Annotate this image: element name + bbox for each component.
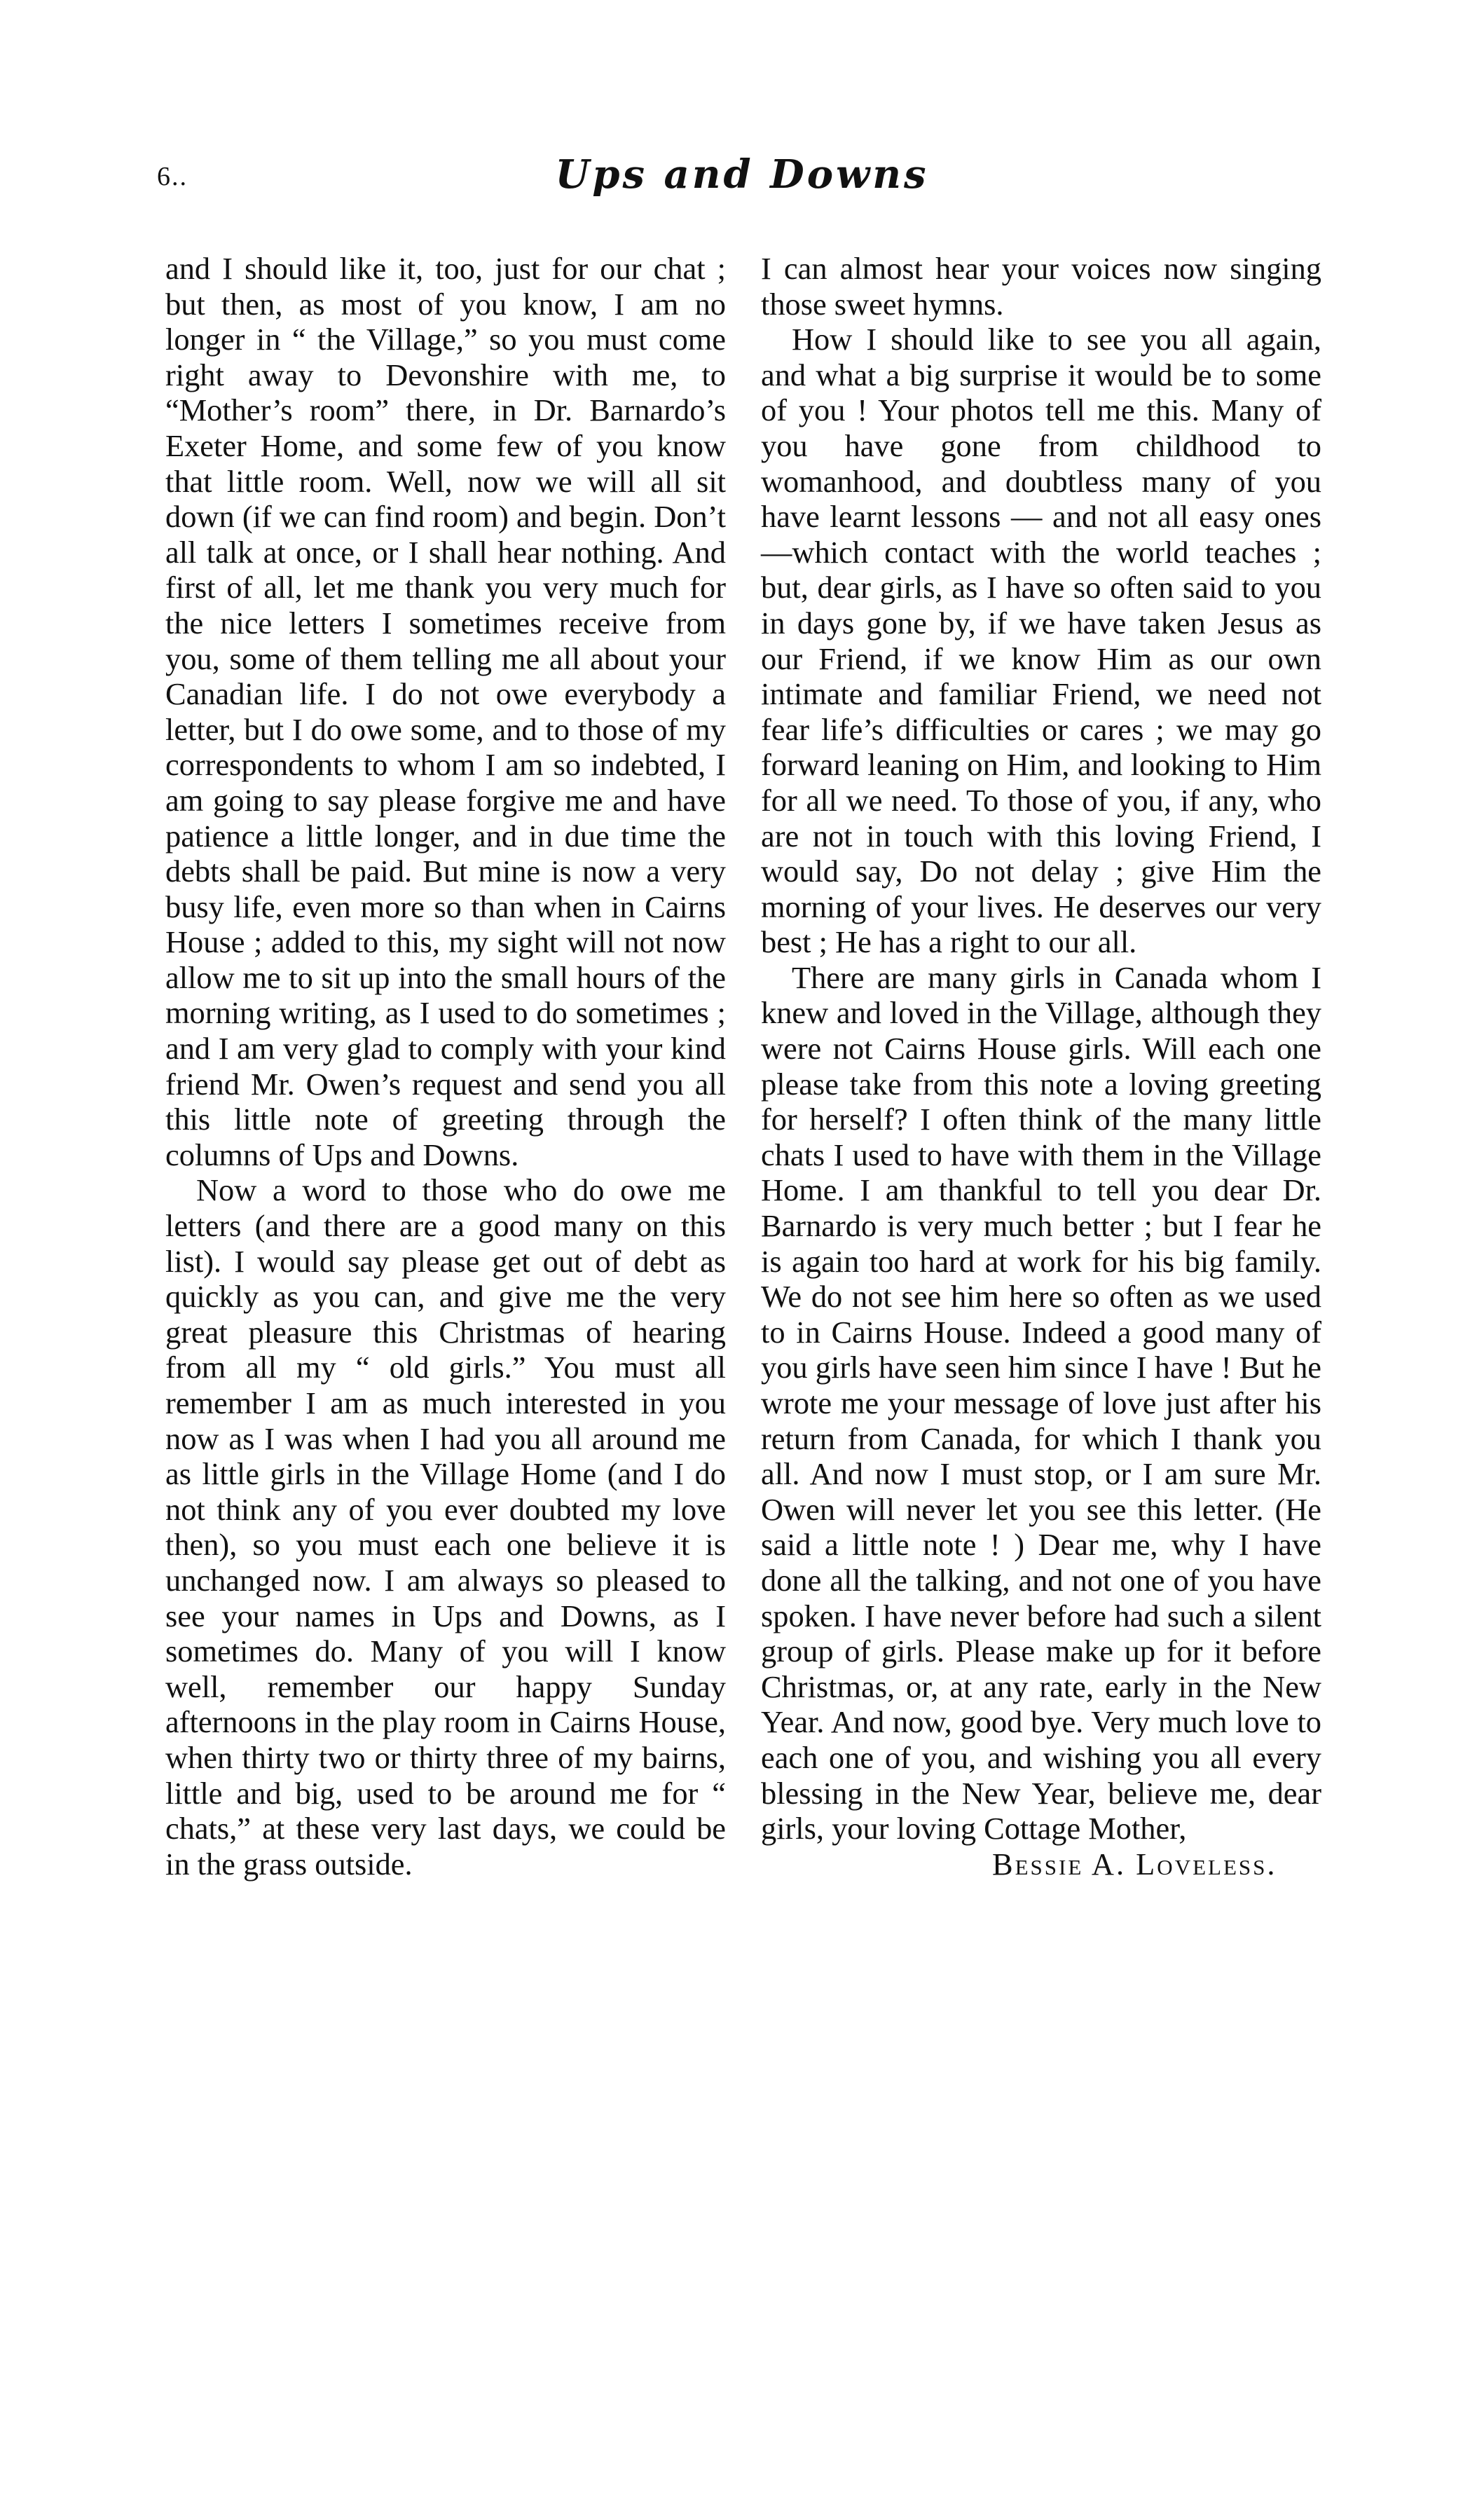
signature: Bessie A. Loveless. (992, 1846, 1277, 1882)
paragraph: There are many girls in Canada whom I knew and loved in the Village, although they were not Cairns House girls. Will each one please take from this note a loving greeting for herself? I often think of the many little chats I used to have with them in the Village Home. I am thankful to tell you dear Dr. Barnardo is very much better ; but I fear he is again too hard at work for his big family. We do not see him here so often as we used to in Cairns House. Indeed a good many of you girls have seen him since I have ! But he wrote me your message of love just after his return from Canada, for which I thank you all. And now I must stop, or I am sure Mr. Owen will never let you see this letter. (He said a little note ! ) Dear me, why I have done all the talking, and not one of you have spoken. I have never before had such a silent group of girls. Please make up for it before Christmas, or, at any rate, early in the New Year. And now, good bye. Very much love to each one of you, and wishing you all every blessing in the New Year, believe me, dear girls, your loving Cottage Mother, (761, 959, 1321, 1846)
paragraph: Now a word to those who do owe me letters (and there are a good many on this list). I would say please get out of debt as quickly as you can, and give me the very great pleasure this Christmas of hearing from all my “ old girls.” You must all remember I am as much interested in you now as I was when I had you all around me as little girls in the Village Home (and I do not think any of you ever doubted my love then), so you must each one believe it is unchanged now. I am always so pleased to see your names in Ups and Downs, as I sometimes do. Many of you will I know well, remember our happy Sunday afternoons in the play room in Cairns House, when thirty two or thirty three of my bairns, little and big, used to be around me for “ chats,” at these very last days, we could be in the grass outside. (165, 1172, 726, 1882)
page-number: 6.. (157, 162, 188, 191)
left-column (165, 251, 726, 1882)
right-column (761, 251, 1321, 1882)
paragraph: How I should like to see you all again, and what a big surprise it would be to some of you ! Your photos tell me this. Many of you have gone from childhood to womanhood, and doubtless many of you have learnt lessons — and not all easy ones—which contact with the world teaches ; but, dear girls, as I have so often said to you in days gone by, if we have taken Jesus as our Friend, if we know Him as our own intimate and familiar Friend, we need not fear life’s difficulties or cares ; we may go forward leaning on Him, and looking to Him for all we need. To those of you, if any, who are not in touch with this loving Friend, I would say, Do not delay ; give Him the morning of your lives. He deserves our very best ; He has a right to our all. (761, 322, 1321, 960)
paragraph: I can almost hear your voices now singing those sweet hymns. (761, 251, 1321, 322)
running-title: Ups and Downs (555, 151, 929, 198)
paragraph: and I should like it, too, just for our chat ; but then, as most of you know, I am no longer in “ the Village,” so you must come right away to Devonshire with me, to “Mother’s room” there, in Dr. Barnardo’s Exeter Home, and some few of you know that little room. Well, now we will all sit down (if we can find room) and begin. Don’t all talk at once, or I shall hear nothing. And first of all, let me thank you very much for the nice letters I sometimes receive from you, some of them telling me all about your Canadian life. I do not owe everybody a letter, but I do owe some, and to those of my correspondents to whom I am so indebted, I am going to say please forgive me and have patience a little longer, and in due time the debts shall be paid. But mine is now a very busy life, even more so than when in Cairns House ; added to this, my sight will not now allow me to sit up into the small hours of the morning writing, as I used to do sometimes ; and I am very glad to comply with your kind friend Mr. Owen’s request and send you all this little note of greeting through the columns of Ups and Downs. (165, 251, 726, 1172)
